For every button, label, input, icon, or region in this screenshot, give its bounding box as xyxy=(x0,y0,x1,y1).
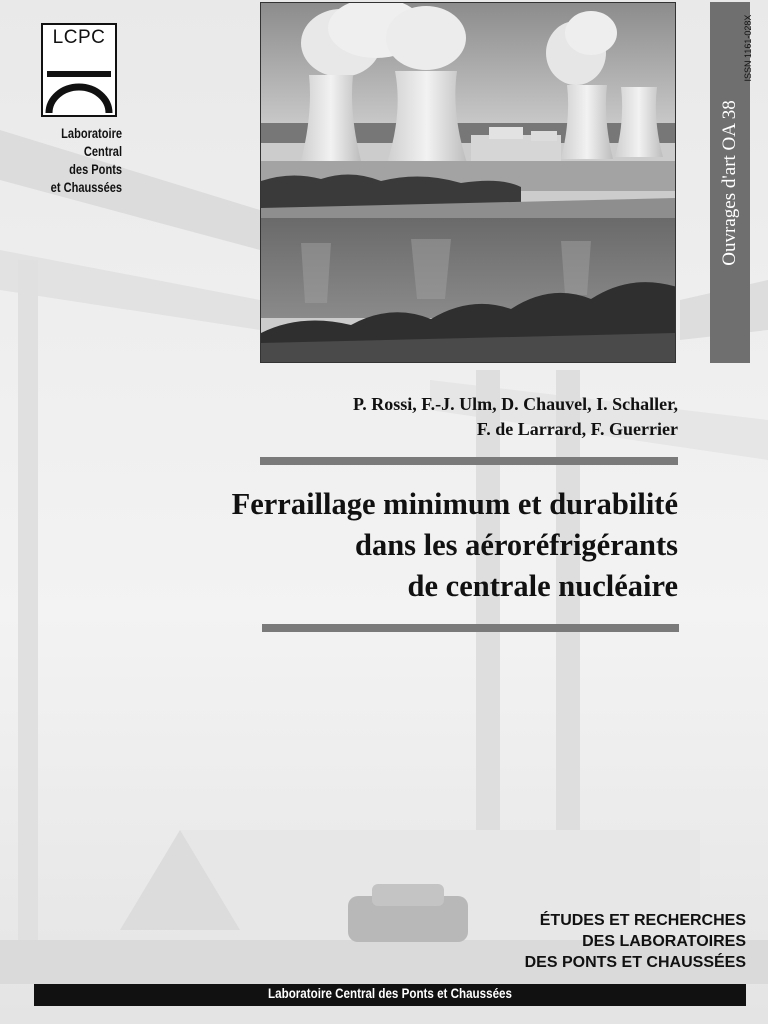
footer-band xyxy=(34,984,746,1006)
issn-number: ISSN 1161-028X xyxy=(743,14,753,82)
authors-line: P. Rossi, F.-J. Ulm, D. Chauvel, I. Schaller, xyxy=(352,394,678,414)
title-divider-bottom xyxy=(262,624,679,632)
lcpc-logo xyxy=(41,23,117,117)
arch-logo-icon xyxy=(43,67,115,115)
document-title xyxy=(232,484,678,607)
footer-text: Laboratoire Central des Ponts et Chaussées xyxy=(268,986,512,1001)
logo-text: LCPC xyxy=(52,27,106,48)
title-line: dans les aéroréfrigérants xyxy=(354,528,678,562)
series-label: Ouvrages d'art OA 38 xyxy=(719,99,740,266)
title-line: Ferraillage minimum et durabilité xyxy=(231,487,678,521)
publisher-line: Laboratoire xyxy=(61,126,122,141)
cooling-towers-image xyxy=(261,3,676,363)
title-divider-top xyxy=(260,457,678,465)
publisher-line: Central xyxy=(83,144,122,159)
publisher-line: et Chaussées xyxy=(50,180,122,195)
cooling-towers-photo xyxy=(260,2,676,363)
authors-line: F. de Larrard, F. Guerrier xyxy=(476,419,678,439)
publisher-line: des Ponts xyxy=(69,162,122,177)
collection-line: ÉTUDES ET RECHERCHES xyxy=(539,912,746,929)
publisher-name xyxy=(51,125,122,197)
collection-line: DES LABORATOIRES xyxy=(582,933,746,950)
title-line: de centrale nucléaire xyxy=(407,569,678,603)
collection-name xyxy=(525,910,746,973)
authors xyxy=(353,392,678,442)
collection-line: DES PONTS ET CHAUSSÉES xyxy=(524,954,746,971)
